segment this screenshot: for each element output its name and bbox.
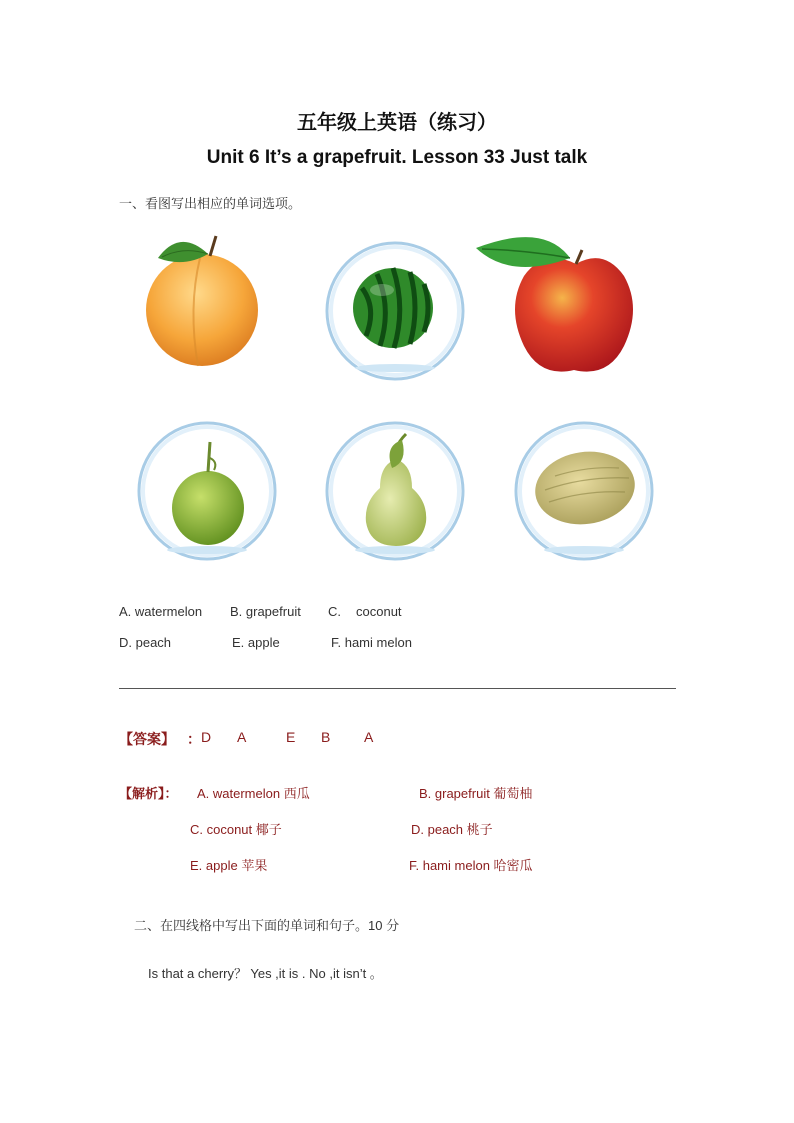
option-b: B. grapefruit (230, 604, 301, 619)
coconut-image (134, 418, 280, 564)
analysis-item-b: B. grapefruit 葡萄柚 (419, 786, 533, 801)
answer-value-1: D (201, 729, 212, 745)
section2-instruction: 二、在四线格中写出下面的单词和句子。10 分 (134, 918, 400, 933)
section1-instruction: 一、看图写出相应的单词选项。 (119, 196, 302, 211)
section2-sentence: Is that a cherry？ Yes ,it is . No ,it isn’t 。 (148, 966, 383, 981)
analysis-item-a: A. watermelon 西瓜 (197, 786, 310, 801)
analysis-item-c: C. coconut 椰子 (190, 822, 282, 837)
watermelon-image (322, 238, 468, 384)
option-e: E. apple (232, 635, 280, 650)
hami-melon-image (511, 418, 657, 564)
option-a: A. watermelon (119, 604, 203, 619)
answer-value-5: A (364, 729, 374, 745)
option-d: D. peach (119, 635, 172, 650)
grapefruit-image (322, 418, 468, 564)
option-c-word: coconut (356, 604, 402, 619)
analysis-item-f: F. hami melon 哈密瓜 (409, 858, 533, 873)
peach-image (140, 228, 270, 370)
answer-value-3: E (286, 729, 296, 745)
answer-value-2: A (237, 729, 247, 745)
option-f: F. hami melon (331, 635, 412, 650)
divider-line (119, 688, 676, 689)
page-title: 五年级上英语（练习） (297, 110, 497, 134)
answer-label: 【答案】 (119, 731, 175, 747)
option-c-letter: C. (328, 604, 341, 619)
analysis-item-e: E. apple 苹果 (190, 858, 268, 873)
page-subtitle: Unit 6 It’s a grapefruit. Lesson 33 Just talk (206, 147, 588, 168)
analysis-item-d: D. peach 桃子 (411, 822, 493, 837)
answer-value-4: B (321, 729, 331, 745)
analysis-label: 【解析】： (119, 786, 178, 801)
apple-image (474, 228, 644, 380)
answer-colon: ： (187, 731, 201, 747)
